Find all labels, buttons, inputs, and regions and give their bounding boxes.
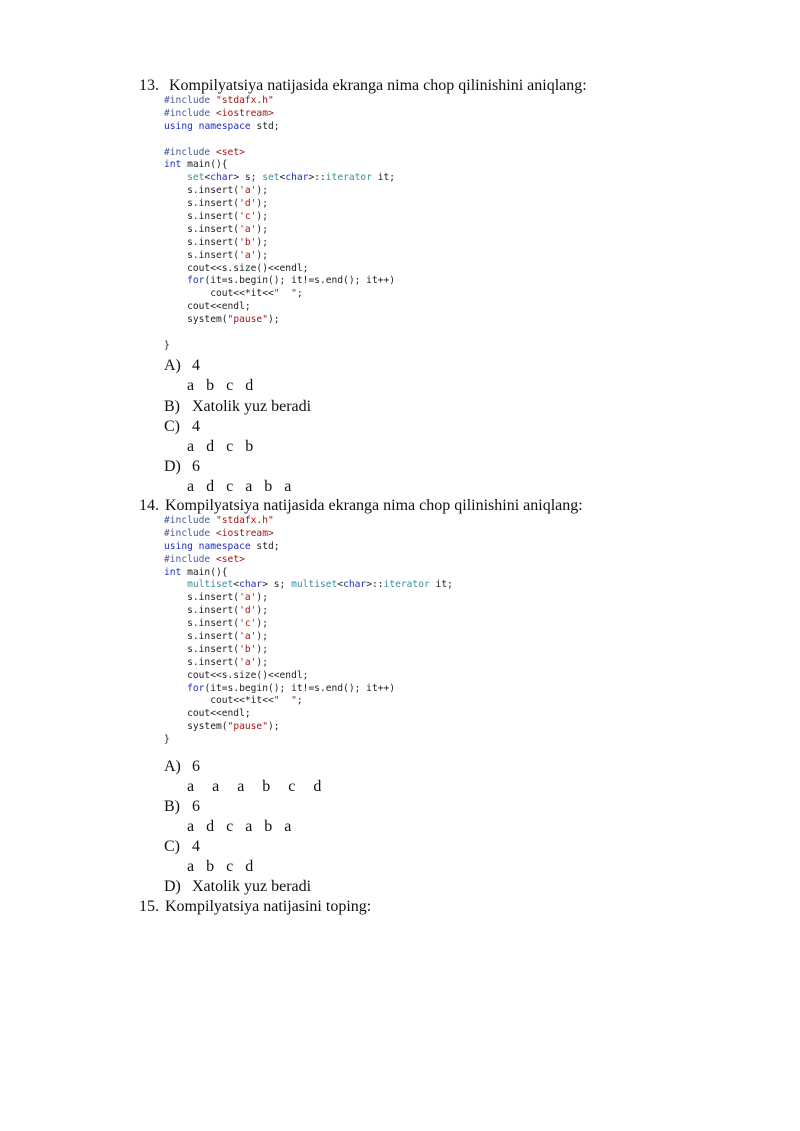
q13-option-a [164, 357, 200, 375]
q13-option-d-line1: 6 [192, 458, 200, 475]
q13-option-d [164, 458, 200, 476]
code-line: for(it=s.begin(); it!=s.end(); it++) [187, 682, 396, 694]
q13-option-d-line2: a d c a b a [187, 478, 292, 495]
q14-option-c-line1: 4 [192, 838, 200, 855]
code-line: } [164, 339, 170, 351]
code-line: #include <set> [164, 146, 245, 158]
q13-option-b-label: B) [164, 398, 180, 415]
question-14-text: Kompilyatsiya natijasida ekranga nima chop qilinishini aniqlang: [165, 497, 583, 514]
code-line: int main(){ [164, 159, 228, 171]
code-line: #include "stdafx.h" [164, 515, 274, 526]
q14-option-d-label: D) [164, 878, 181, 895]
code-line: } [164, 734, 170, 746]
q14-option-d-line1: Xatolik yuz beradi [192, 878, 312, 895]
q13-option-c-label: C) [164, 418, 180, 435]
code-line: #include <iostream> [164, 527, 274, 539]
code-line: s.insert('a'); [164, 223, 268, 235]
code-line: s.insert('b'); [164, 236, 268, 248]
code-line: using namespace std; [164, 120, 280, 132]
q14-option-b-line2: a d c a b a [187, 818, 292, 835]
q14-option-b-label: B) [164, 798, 180, 815]
code-line: cout<<*it<<" "; [164, 695, 303, 707]
q14-option-b [164, 798, 200, 816]
question-15-heading [139, 898, 371, 916]
code-line [164, 327, 395, 340]
question-15-number: 15. [139, 898, 159, 915]
q13-option-b-line1: Xatolik yuz beradi [192, 398, 312, 415]
question-14-code-block [164, 515, 453, 747]
q14-option-b-line1: 6 [192, 798, 200, 815]
code-line: set<char> s; set<char>::iterator it; [187, 172, 396, 184]
question-14-heading [139, 497, 583, 515]
question-15-text: Kompilyatsiya natijasini toping: [165, 898, 372, 915]
q14-option-a [164, 758, 200, 776]
code-line: s.insert('a'); [164, 185, 268, 197]
code-line: s.insert('d'); [164, 605, 268, 617]
code-line: s.insert('a'); [164, 592, 268, 604]
q14-option-c-label: C) [164, 838, 180, 855]
q13-option-d-label: D) [164, 458, 181, 475]
code-line: using namespace std; [164, 540, 280, 552]
q13-option-a-label: A) [164, 357, 181, 374]
q14-option-c [164, 838, 200, 856]
question-13-heading [139, 77, 587, 95]
question-13-code-block [164, 95, 395, 353]
code-line: s.insert('a'); [164, 249, 268, 261]
code-line: cout<<endl; [164, 301, 251, 313]
question-13-number: 13. [139, 77, 159, 94]
code-line: #include "stdafx.h" [164, 95, 274, 106]
code-line: multiset<char> s; multiset<char>::iterator it; [187, 579, 453, 591]
code-line: s.insert('c'); [164, 618, 268, 630]
q13-option-c [164, 418, 200, 436]
q13-option-c-line1: 4 [192, 418, 200, 435]
code-line: #include <iostream> [164, 107, 274, 119]
code-line: cout<<s.size()<<endl; [164, 669, 309, 681]
q13-option-c-line2: a d c b [187, 438, 254, 455]
question-14-number: 14. [139, 497, 159, 514]
q14-option-a-label: A) [164, 758, 181, 775]
q14-option-c-line2: a b c d [187, 858, 254, 875]
code-line: cout<<endl; [164, 708, 251, 720]
q14-option-a-line1: 6 [192, 758, 200, 775]
code-line: system("pause"); [164, 314, 280, 326]
q13-option-a-line1: 4 [192, 357, 200, 374]
code-line: s.insert('b'); [164, 643, 268, 655]
code-line: int main(){ [164, 566, 228, 578]
q13-option-b [164, 398, 311, 416]
code-line [164, 134, 395, 147]
code-line: #include <set> [164, 553, 245, 565]
code-line: s.insert('c'); [164, 211, 268, 223]
q14-option-a-line2: a a a b c d [187, 778, 322, 795]
code-line: cout<<*it<<" "; [164, 288, 303, 300]
code-line: system("pause"); [164, 721, 280, 733]
code-line: for(it=s.begin(); it!=s.end(); it++) [187, 275, 396, 287]
q13-option-a-line2: a b c d [187, 377, 254, 394]
question-13-text: Kompilyatsiya natijasida ekranga nima chop qilinishini aniqlang: [169, 77, 587, 94]
code-line: s.insert('a'); [164, 631, 268, 643]
q14-option-d [164, 878, 311, 896]
code-line: s.insert('d'); [164, 198, 268, 210]
code-line: cout<<s.size()<<endl; [164, 262, 309, 274]
code-line: s.insert('a'); [164, 656, 268, 668]
